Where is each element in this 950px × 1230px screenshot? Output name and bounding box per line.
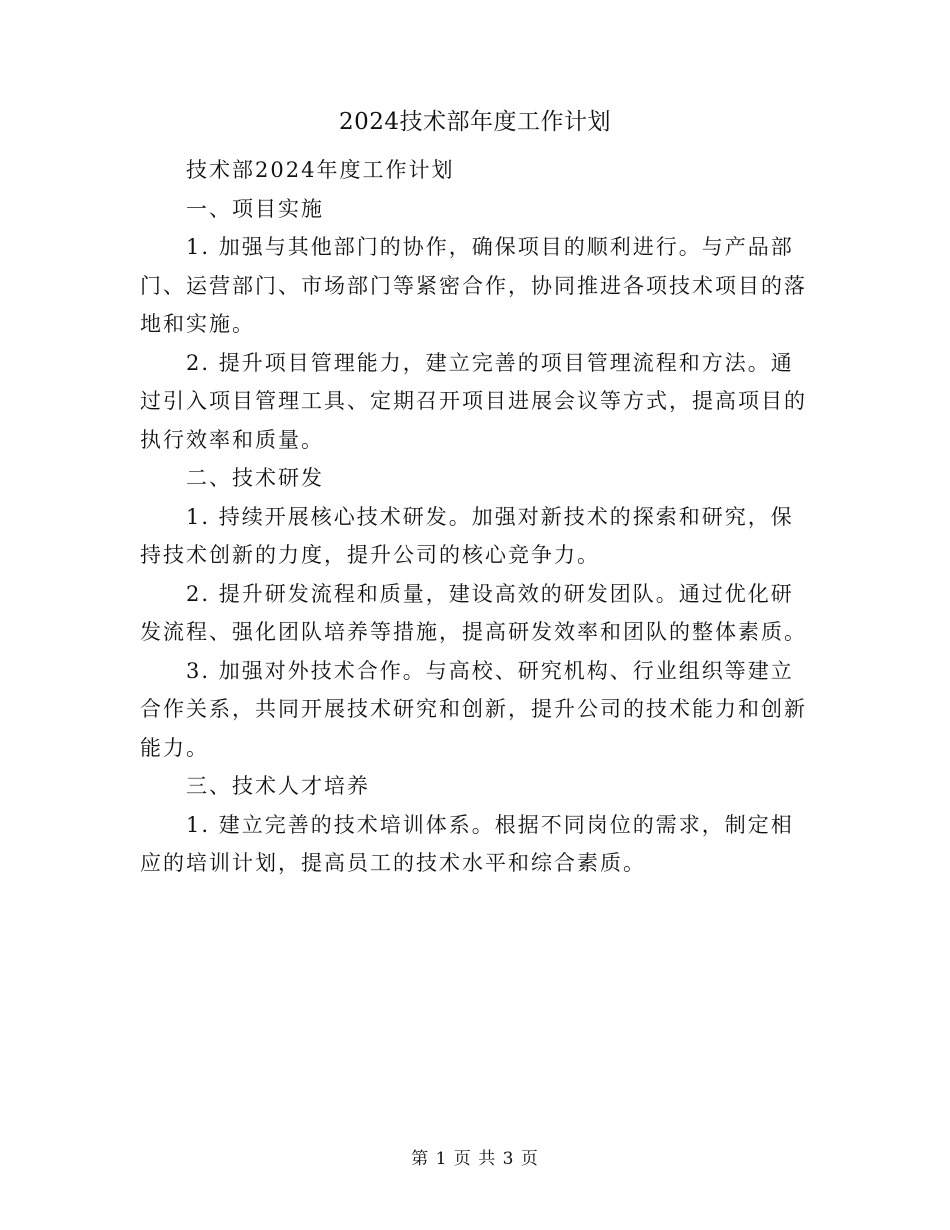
section-heading-rnd: 二、技术研发 [186,466,324,490]
section-heading-project: 一、项目实施 [186,196,324,221]
section-heading-talent: 三、技术人才培养 [186,774,370,798]
paragraph: 2. 提升项目管理能力，建立完善的项目管理流程和方法。通过引入项目管理工具、定期召开项目进展会议等方式，提高项目的执行效率和质量。 [140,350,807,452]
page-footer: 第 1 页 共 3 页 [411,1149,539,1169]
paragraph: 2. 提升研发流程和质量，建设高效的研发团队。通过优化研发流程、强化团队培养等措施，提高研发效率和团队的整体素质。 [140,581,807,644]
subtitle-paragraph: 技术部2024年度工作计划 [186,158,455,182]
paragraph: 1. 加强与其他部门的协作，确保项目的顺利进行。与产品部门、运营部门、市场部门等紧密合作，协同推进各项技术项目的落地和实施。 [140,235,807,336]
paragraph: 1. 持续开展核心技术研发。加强对新技术的探索和研究，保持技术创新的力度，提升公司的核心竞争力。 [140,504,794,567]
document-body [140,151,810,883]
paragraph: 3. 加强对外技术合作。与高校、研究机构、行业组织等建立合作关系，共同开展技术研究和创新，提升公司的技术能力和创新能力。 [140,658,807,760]
document-title: 2024技术部年度工作计划 [338,109,612,135]
paragraph: 1. 建立完善的技术培训体系。根据不同岗位的需求，制定相应的培训计划，提高员工的技术水平和综合素质。 [140,812,794,875]
